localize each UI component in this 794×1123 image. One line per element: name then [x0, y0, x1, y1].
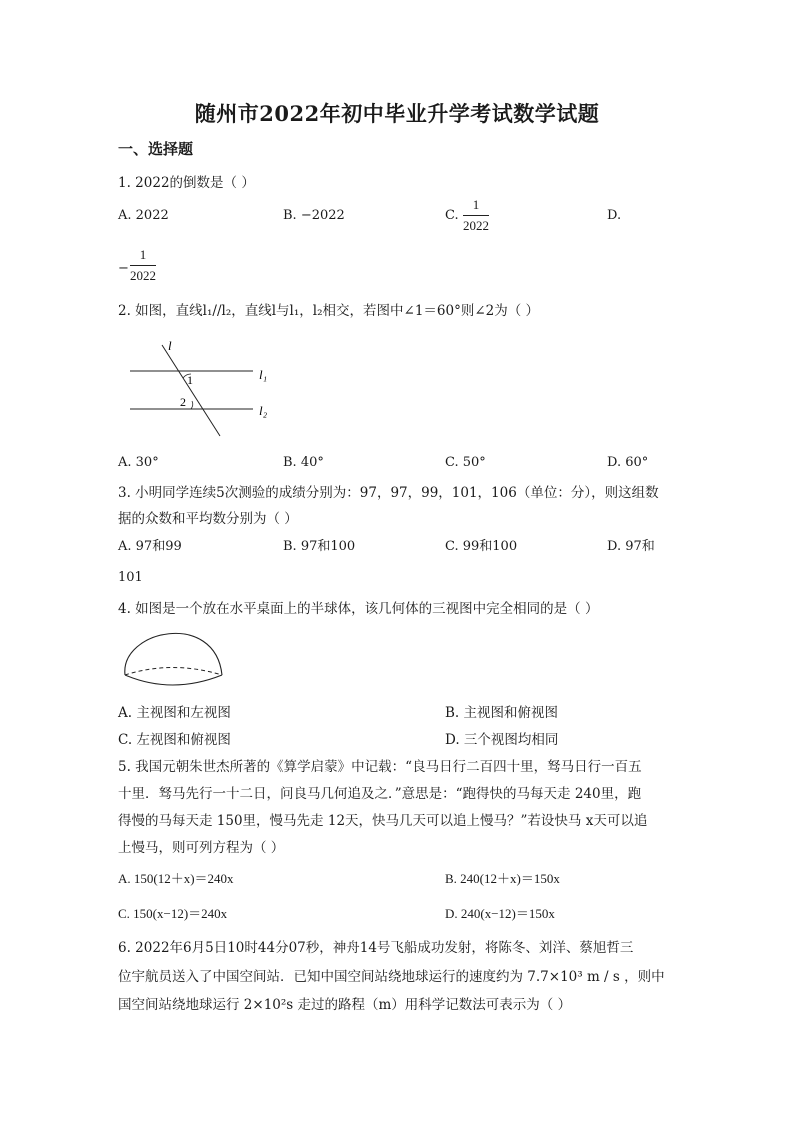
q3-option-a: A. 97和99 [118, 539, 182, 554]
label-l: l [168, 338, 172, 353]
fraction-numerator: 1 [463, 197, 489, 216]
question-6-line-3: 国空间站绕地球运行 2×10²s 走过的路程（m）用科学记数法可表示为（ ） [118, 997, 572, 1013]
label-l1: l₁ [259, 367, 268, 382]
q1-option-c-label: C. [445, 208, 459, 223]
question-4-stem: 4. 如图是一个放在水平桌面上的半球体，该几何体的三视图中完全相同的是（ ） [118, 601, 599, 617]
question-5-line-2: 十里．驽马先行一十二日，问良马几何追及之．”意思是：“跑得快的马每天走 240里，跑 [118, 786, 642, 802]
q5-option-c: C. 150(x−12)＝240x [118, 906, 228, 921]
q2-option-a: A. 30° [118, 455, 159, 470]
q1-option-d-sign: − [118, 261, 129, 276]
q5-option-d: D. 240(x−12)＝150x [445, 906, 555, 921]
label-angle-2: 2 [180, 395, 186, 409]
q2-option-d: D. 60° [607, 455, 649, 470]
page-title: 随州市2022年初中毕业升学考试数学试题 [194, 101, 600, 126]
q3-option-d: D. 97和 [607, 539, 655, 554]
label-angle-1: 1 [187, 373, 193, 387]
hemisphere-dome [125, 633, 222, 675]
q5-option-a: A. 150(12＋x)＝240x [118, 871, 234, 886]
question-1-stem: 1. 2022的倒数是（ ） [118, 175, 255, 191]
fraction-numerator: 1 [130, 247, 156, 266]
q2-option-b: B. 40° [283, 455, 324, 470]
fraction-denominator: 2022 [463, 218, 489, 233]
question-5-line-4: 上慢马，则可列方程为（ ） [118, 840, 285, 856]
q4-option-b: B. 主视图和俯视图 [445, 705, 559, 721]
question-2-stem: 2. 如图，直线l₁//l₂，直线l与l₁，l₂相交，若图中∠1＝60°则∠2为（ ） [118, 303, 540, 319]
q3-option-b: B. 97和100 [283, 539, 356, 554]
hemisphere-hidden-edge [125, 668, 222, 676]
label-l2: l₂ [259, 403, 268, 418]
question-6-line-2: 位宇航员送入了中国空间站．已知中国空间站绕地球运行的速度约为 7.7×10³ m / s ，则中 [118, 969, 665, 985]
angle-2-arc [191, 401, 193, 409]
question-5-line-3: 得慢的马每天走 150里，慢马先走 12天，快马几天可以追上慢马？”若设快马 x天可以追 [118, 813, 648, 829]
q4-option-a: A. 主视图和左视图 [118, 705, 231, 721]
q4-option-d: D. 三个视图均相同 [445, 732, 559, 748]
q4-option-c: C. 左视图和俯视图 [118, 732, 231, 748]
q1-option-b: B. −2022 [283, 208, 345, 223]
q2-option-c: C. 50° [445, 455, 486, 470]
q1-option-d-label: D. [607, 208, 622, 223]
question-3-line-1: 3. 小明同学连续5次测验的成绩分别为：97，97，99，101，106（单位：分），则这组数 [118, 485, 659, 501]
q3-option-c: C. 99和100 [445, 539, 518, 554]
question-6-line-1: 6. 2022年6月5日10时44分07秒，神舟14号飞船成功发射，将陈冬、刘洋、蔡旭哲三 [118, 940, 634, 956]
q3-option-d-wrap: 101 [118, 570, 143, 585]
question-5-line-1: 5. 我国元朝朱世杰所著的《算学启蒙》中记载：“良马日行二百四十里，驽马日行一百五 [118, 759, 642, 775]
question-3-line-2: 据的众数和平均数分别为（ ） [118, 511, 298, 527]
hemisphere-front-edge [125, 675, 222, 685]
section-heading: 一、选择题 [118, 140, 194, 158]
q5-option-b: B. 240(12＋x)＝150x [445, 871, 560, 886]
fraction-denominator: 2022 [130, 268, 156, 283]
q1-option-a: A. 2022 [118, 208, 169, 223]
transversal-line [162, 345, 220, 436]
